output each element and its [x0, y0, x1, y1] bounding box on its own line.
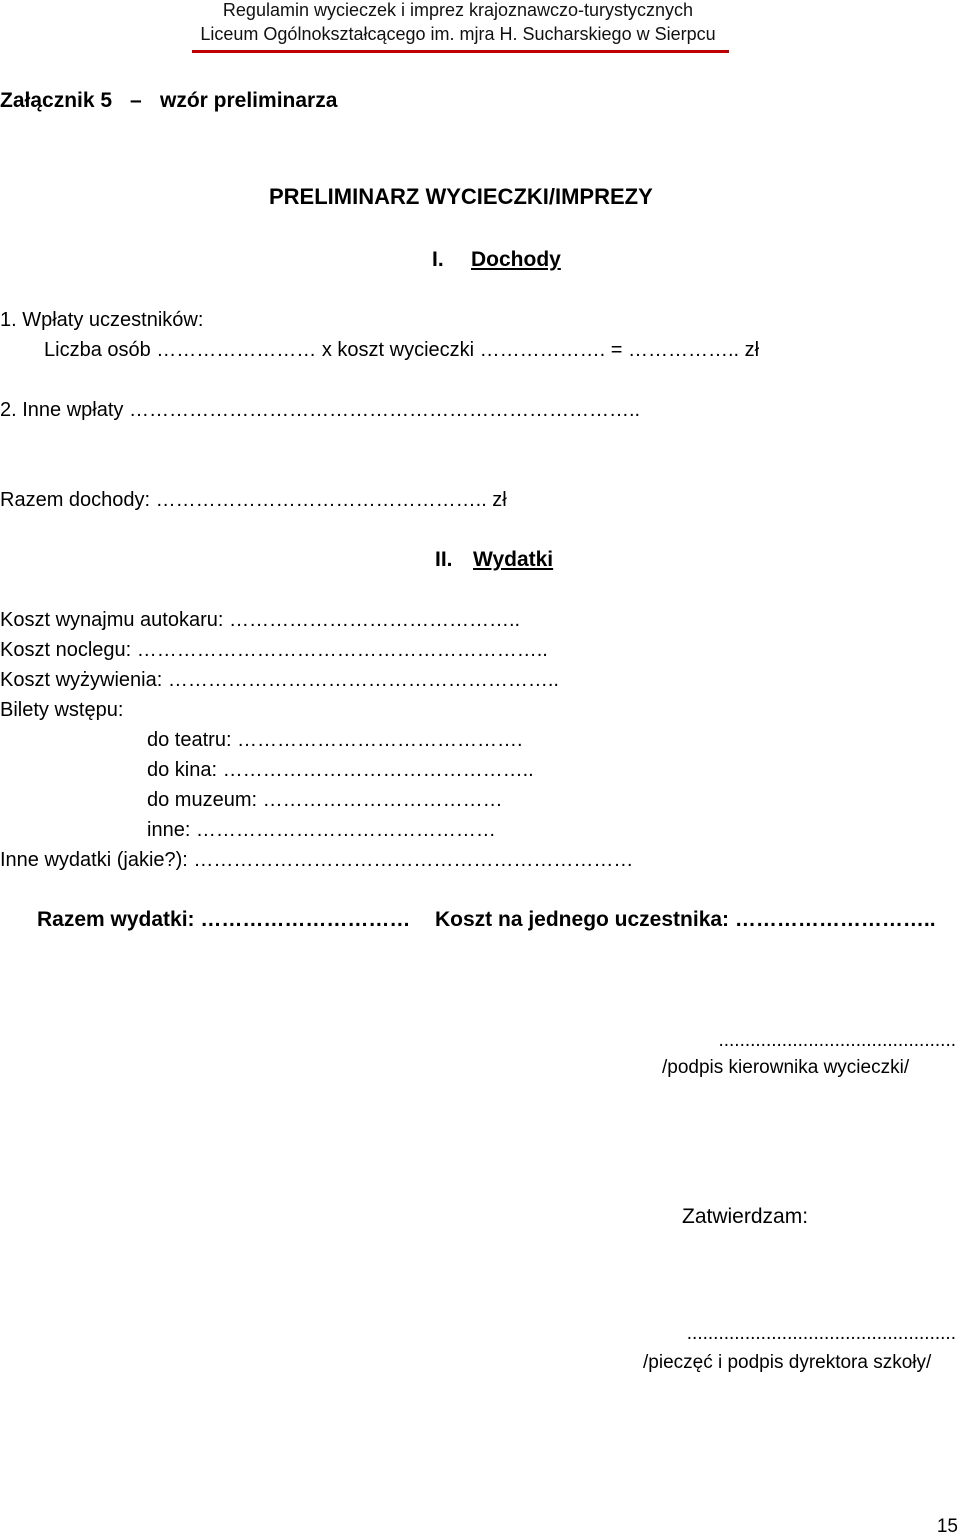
- expenses-heading: Wydatki: [473, 548, 554, 571]
- expense-lodging: Koszt noclegu: ……………………………………………………..: [0, 639, 548, 661]
- income-total: Razem dochody: ………………………………………….. zł: [0, 489, 507, 511]
- leader-signature-line: .............................................: [718, 1030, 956, 1051]
- income-section-number: I.: [432, 248, 444, 271]
- expenses-section-number: II.: [435, 548, 453, 571]
- director-signature-line: ...................................................: [686, 1323, 956, 1344]
- expense-theatre: do teatru: …………………………………….: [147, 729, 523, 751]
- annex-number: Załącznik 5: [0, 89, 113, 112]
- expense-museum: do muzeum: ………………………………: [147, 789, 503, 811]
- header-line-2: Liceum Ogólnokształcącego im. mjra H. Sucharskiego w Sierpcu: [200, 24, 716, 44]
- cost-per-participant: Koszt na jednego uczestnika: ………………………..: [435, 908, 936, 931]
- annex-title: wzór preliminarza: [160, 89, 338, 112]
- income-participants-detail: Liczba osób …………………… x koszt wycieczki ………………. = …………….. zł: [44, 339, 760, 361]
- page-number: 15: [936, 1516, 958, 1537]
- income-item-participants: 1. Wpłaty uczestników:: [0, 309, 204, 331]
- expense-bus: Koszt wynajmu autokaru: ……………………………………..: [0, 609, 521, 631]
- document-title: PRELIMINARZ WYCIECZKI/IMPREZY: [269, 184, 653, 209]
- approval-label: Zatwierdzam:: [682, 1205, 809, 1228]
- header-rule: [192, 50, 729, 53]
- expense-other-tickets: inne: ………………………………………: [147, 819, 496, 841]
- header-line-1: Regulamin wycieczek i imprez krajoznawczo-turystycznych: [222, 0, 694, 20]
- expense-tickets: Bilety wstępu:: [0, 699, 124, 721]
- expense-food: Koszt wyżywienia: …………………………………………………..: [0, 669, 559, 691]
- director-signature-label: /pieczęć i podpis dyrektora szkoły/: [643, 1352, 932, 1373]
- income-item-other: 2. Inne wpłaty …………………………………………………………………..: [0, 399, 641, 421]
- expenses-total: Razem wydatki: …………………………: [37, 908, 411, 931]
- leader-signature-label: /podpis kierownika wycieczki/: [662, 1057, 910, 1078]
- expense-other: Inne wydatki (jakie?): …………………………………………………………: [0, 849, 634, 871]
- annex-dash: –: [130, 89, 142, 112]
- expense-cinema: do kina: ………………………………………..: [147, 759, 534, 781]
- income-heading: Dochody: [471, 248, 561, 271]
